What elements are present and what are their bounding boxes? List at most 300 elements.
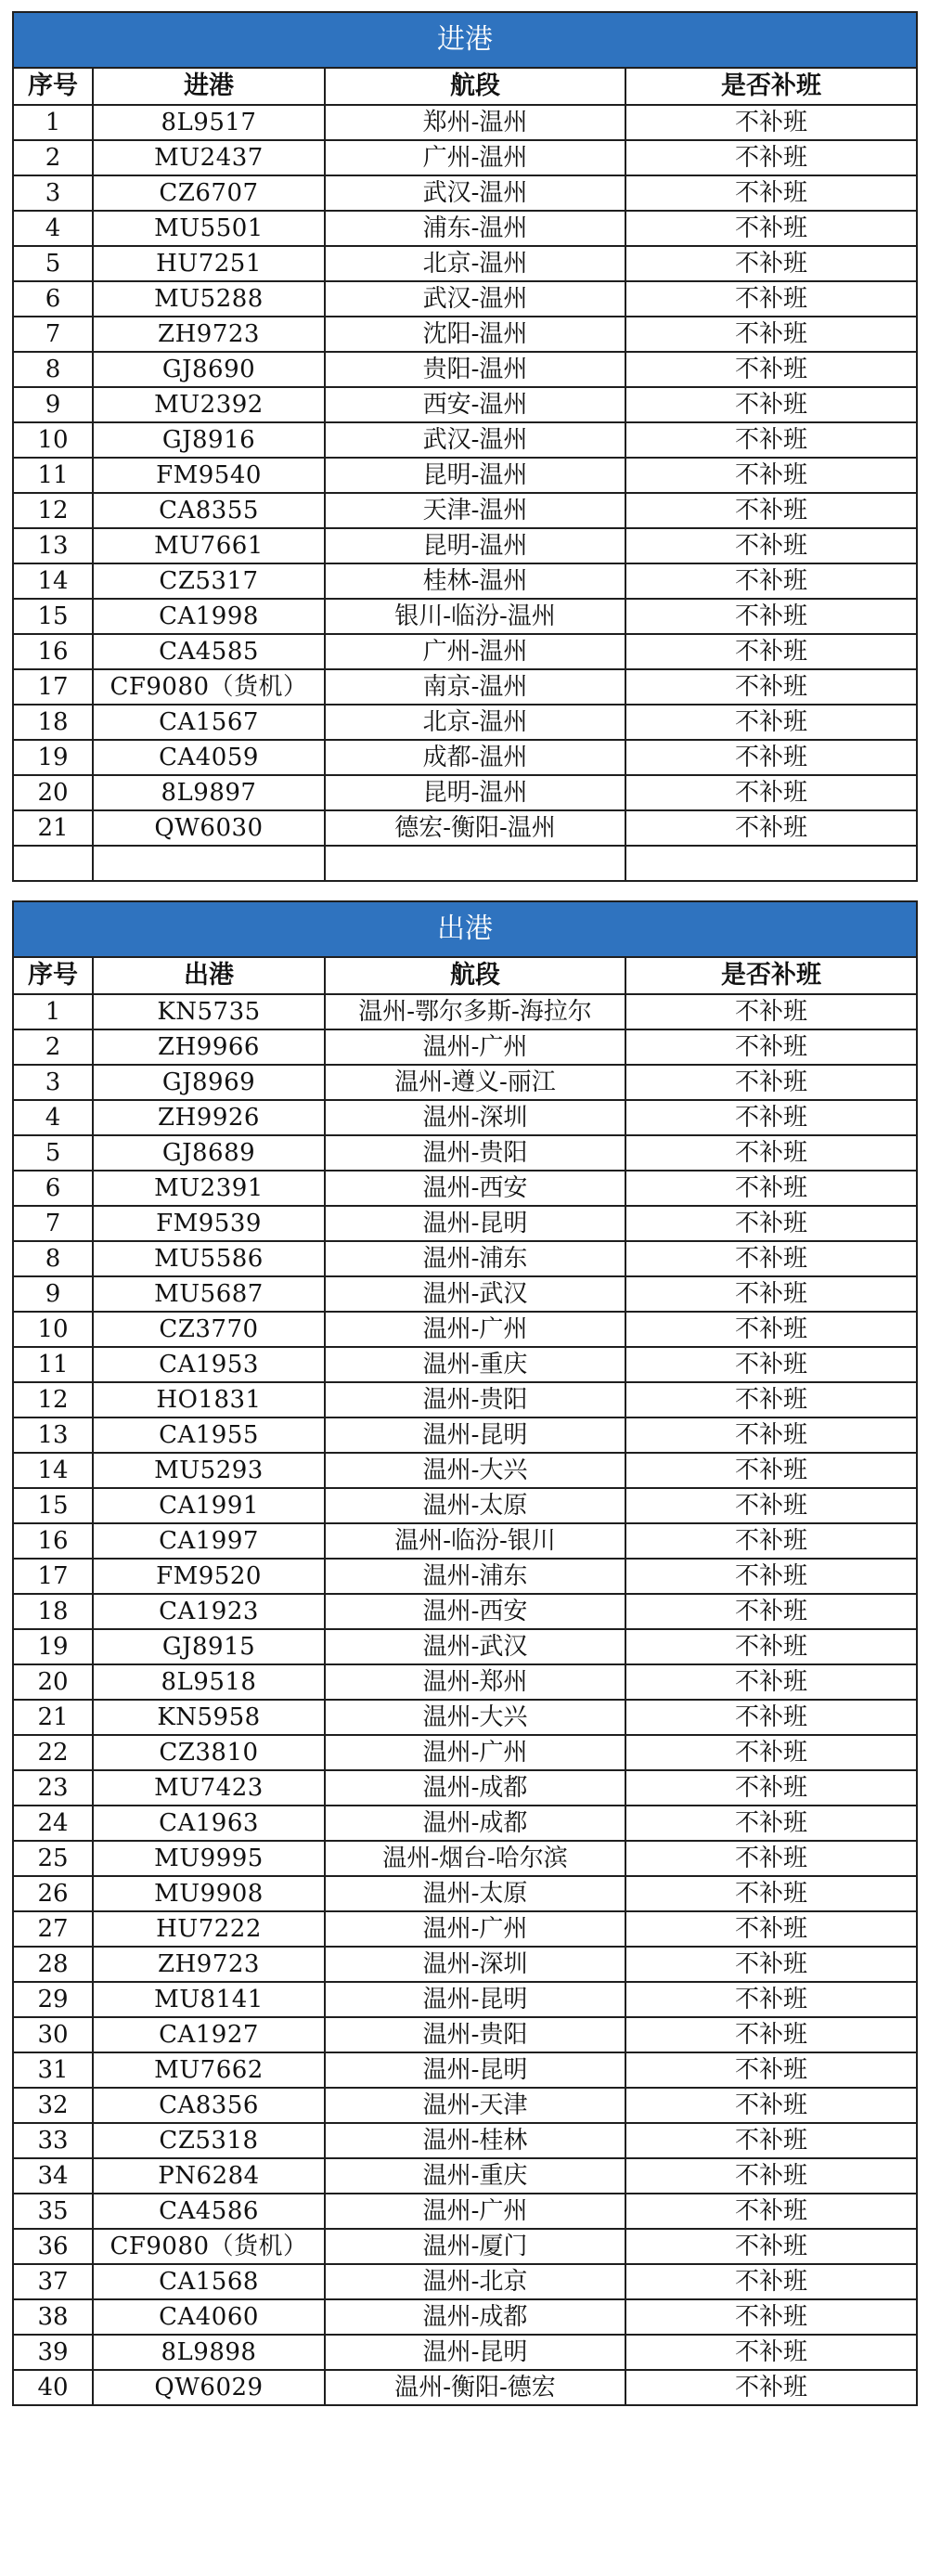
- arrival-row: [13, 175, 917, 211]
- row-index: 24: [13, 1806, 93, 1841]
- flight-number: CZ3770: [93, 1312, 325, 1347]
- flight-number: FM9540: [93, 458, 325, 493]
- departure-row: [13, 1488, 917, 1523]
- col-header-index: 序号: [13, 68, 93, 105]
- departure-row: [13, 2299, 917, 2335]
- flight-number: CZ5317: [93, 563, 325, 599]
- route: 温州-成都: [325, 1770, 625, 1806]
- makeup-status: 不补班: [625, 634, 917, 669]
- makeup-status: 不补班: [625, 1806, 917, 1841]
- row-index: 6: [13, 281, 93, 317]
- blank-cell: [13, 846, 93, 881]
- flight-number: GJ8690: [93, 352, 325, 387]
- departure-row: [13, 1417, 917, 1453]
- makeup-status: 不补班: [625, 705, 917, 740]
- departure-row: [13, 1171, 917, 1206]
- flight-number: CA1568: [93, 2264, 325, 2299]
- route: 沈阳-温州: [325, 317, 625, 352]
- arrival-row: [13, 281, 917, 317]
- route: 温州-武汉: [325, 1276, 625, 1312]
- flight-number: CA1963: [93, 1806, 325, 1841]
- flight-number: MU5288: [93, 281, 325, 317]
- route: 温州-广州: [325, 1735, 625, 1770]
- makeup-status: 不补班: [625, 1523, 917, 1559]
- arrival-row: [13, 458, 917, 493]
- route: 温州-北京: [325, 2264, 625, 2299]
- makeup-status: 不补班: [625, 740, 917, 775]
- flight-number: CA8356: [93, 2088, 325, 2123]
- departure-row: [13, 1241, 917, 1276]
- arrival-row: [13, 140, 917, 175]
- row-index: 34: [13, 2158, 93, 2194]
- row-index: 1: [13, 994, 93, 1029]
- route: 温州-广州: [325, 1029, 625, 1065]
- row-index: 13: [13, 528, 93, 563]
- row-index: 2: [13, 140, 93, 175]
- row-index: 10: [13, 422, 93, 458]
- flight-number: MU5293: [93, 1453, 325, 1488]
- col-header-route: 航段: [325, 957, 625, 994]
- route: 温州-重庆: [325, 2158, 625, 2194]
- row-index: 20: [13, 1664, 93, 1700]
- route: 温州-大兴: [325, 1453, 625, 1488]
- makeup-status: 不补班: [625, 1029, 917, 1065]
- section-spacer: [12, 882, 916, 900]
- makeup-status: 不补班: [625, 1171, 917, 1206]
- departure-row: [13, 1700, 917, 1735]
- row-index: 29: [13, 1982, 93, 2017]
- departure-row: [13, 1382, 917, 1417]
- route: 温州-大兴: [325, 1700, 625, 1735]
- flight-number: QW6030: [93, 810, 325, 846]
- route: 浦东-温州: [325, 211, 625, 246]
- route: 成都-温州: [325, 740, 625, 775]
- makeup-status: 不补班: [625, 1312, 917, 1347]
- row-index: 10: [13, 1312, 93, 1347]
- route: 北京-温州: [325, 705, 625, 740]
- row-index: 7: [13, 317, 93, 352]
- departure-row: [13, 1770, 917, 1806]
- makeup-status: 不补班: [625, 387, 917, 422]
- row-index: 8: [13, 352, 93, 387]
- flight-number: QW6029: [93, 2370, 325, 2405]
- departure-row: [13, 1735, 917, 1770]
- makeup-status: 不补班: [625, 1982, 917, 2017]
- flight-number: CA1997: [93, 1523, 325, 1559]
- row-index: 18: [13, 705, 93, 740]
- departures-header-row: [13, 957, 917, 994]
- route: 温州-桂林: [325, 2123, 625, 2158]
- flight-number: MU5501: [93, 211, 325, 246]
- route: 温州-西安: [325, 1594, 625, 1629]
- row-index: 15: [13, 1488, 93, 1523]
- arrival-row: [13, 810, 917, 846]
- row-index: 8: [13, 1241, 93, 1276]
- route: 天津-温州: [325, 493, 625, 528]
- makeup-status: 不补班: [625, 1276, 917, 1312]
- flight-number: HO1831: [93, 1382, 325, 1417]
- route: 温州-浦东: [325, 1559, 625, 1594]
- makeup-status: 不补班: [625, 140, 917, 175]
- flight-number: HU7222: [93, 1911, 325, 1947]
- row-index: 22: [13, 1735, 93, 1770]
- flight-number: MU8141: [93, 1982, 325, 2017]
- departure-row: [13, 1135, 917, 1171]
- row-index: 17: [13, 669, 93, 705]
- departure-row: [13, 1594, 917, 1629]
- makeup-status: 不补班: [625, 2052, 917, 2088]
- route: 温州-衡阳-德宏: [325, 2370, 625, 2405]
- flight-number: GJ8916: [93, 422, 325, 458]
- makeup-status: 不补班: [625, 1559, 917, 1594]
- flight-number: MU9995: [93, 1841, 325, 1876]
- departure-row: [13, 2052, 917, 2088]
- makeup-status: 不补班: [625, 1876, 917, 1911]
- makeup-status: 不补班: [625, 1841, 917, 1876]
- row-index: 30: [13, 2017, 93, 2052]
- row-index: 33: [13, 2123, 93, 2158]
- makeup-status: 不补班: [625, 1241, 917, 1276]
- row-index: 19: [13, 1629, 93, 1664]
- departure-row: [13, 1029, 917, 1065]
- route: 郑州-温州: [325, 105, 625, 140]
- route: 温州-烟台-哈尔滨: [325, 1841, 625, 1876]
- departure-row: [13, 2264, 917, 2299]
- row-index: 12: [13, 493, 93, 528]
- route: 武汉-温州: [325, 175, 625, 211]
- makeup-status: 不补班: [625, 1100, 917, 1135]
- row-index: 37: [13, 2264, 93, 2299]
- row-index: 20: [13, 775, 93, 810]
- makeup-status: 不补班: [625, 175, 917, 211]
- departure-row: [13, 1523, 917, 1559]
- row-index: 4: [13, 211, 93, 246]
- row-index: 31: [13, 2052, 93, 2088]
- row-index: 1: [13, 105, 93, 140]
- route: 温州-昆明: [325, 1982, 625, 2017]
- col-header-makeup: 是否补班: [625, 68, 917, 105]
- route: 温州-成都: [325, 1806, 625, 1841]
- makeup-status: 不补班: [625, 1770, 917, 1806]
- route: 温州-昆明: [325, 2052, 625, 2088]
- makeup-status: 不补班: [625, 2264, 917, 2299]
- flight-number: MU7423: [93, 1770, 325, 1806]
- route: 德宏-衡阳-温州: [325, 810, 625, 846]
- row-index: 9: [13, 387, 93, 422]
- makeup-status: 不补班: [625, 1382, 917, 1417]
- row-index: 14: [13, 563, 93, 599]
- makeup-status: 不补班: [625, 211, 917, 246]
- route: 温州-贵阳: [325, 1382, 625, 1417]
- arrival-row: [13, 317, 917, 352]
- makeup-status: 不补班: [625, 1135, 917, 1171]
- flight-number: CF9080（货机）: [93, 669, 325, 705]
- arrival-row: [13, 422, 917, 458]
- row-index: 13: [13, 1417, 93, 1453]
- makeup-status: 不补班: [625, 599, 917, 634]
- route: 温州-临汾-银川: [325, 1523, 625, 1559]
- arrivals-title: 进港: [13, 12, 917, 68]
- row-index: 16: [13, 1523, 93, 1559]
- blank-cell: [625, 846, 917, 881]
- flight-number: GJ8689: [93, 1135, 325, 1171]
- flight-schedule: [12, 11, 916, 2406]
- makeup-status: 不补班: [625, 352, 917, 387]
- arrival-row: [13, 211, 917, 246]
- route: 温州-昆明: [325, 1206, 625, 1241]
- route: 广州-温州: [325, 140, 625, 175]
- flight-number: CA1991: [93, 1488, 325, 1523]
- flight-number: MU5586: [93, 1241, 325, 1276]
- flight-number: CA1998: [93, 599, 325, 634]
- flight-number: CA1955: [93, 1417, 325, 1453]
- row-index: 16: [13, 634, 93, 669]
- flight-number: KN5958: [93, 1700, 325, 1735]
- departure-row: [13, 1065, 917, 1100]
- departure-row: [13, 1664, 917, 1700]
- flight-number: GJ8915: [93, 1629, 325, 1664]
- makeup-status: 不补班: [625, 246, 917, 281]
- makeup-status: 不补班: [625, 669, 917, 705]
- flight-number: MU2392: [93, 387, 325, 422]
- makeup-status: 不补班: [625, 810, 917, 846]
- flight-number: CA4059: [93, 740, 325, 775]
- row-index: 3: [13, 1065, 93, 1100]
- arrival-row: [13, 775, 917, 810]
- flight-number: 8L9518: [93, 1664, 325, 1700]
- flight-number: CA4060: [93, 2299, 325, 2335]
- flight-number: 8L9517: [93, 105, 325, 140]
- col-header-index: 序号: [13, 957, 93, 994]
- makeup-status: 不补班: [625, 1488, 917, 1523]
- route: 温州-深圳: [325, 1947, 625, 1982]
- row-index: 6: [13, 1171, 93, 1206]
- route: 温州-浦东: [325, 1241, 625, 1276]
- departure-row: [13, 1841, 917, 1876]
- departures-section: [13, 901, 917, 2405]
- arrivals-header-row: [13, 68, 917, 105]
- row-index: 23: [13, 1770, 93, 1806]
- arrival-row: [13, 563, 917, 599]
- makeup-status: 不补班: [625, 1700, 917, 1735]
- makeup-status: 不补班: [625, 2194, 917, 2229]
- flight-number: MU7661: [93, 528, 325, 563]
- arrival-row: [13, 528, 917, 563]
- departure-row: [13, 2017, 917, 2052]
- route: 银川-临汾-温州: [325, 599, 625, 634]
- departure-row: [13, 2123, 917, 2158]
- makeup-status: 不补班: [625, 2017, 917, 2052]
- flight-number: MU2391: [93, 1171, 325, 1206]
- row-index: 9: [13, 1276, 93, 1312]
- flight-number: CA1923: [93, 1594, 325, 1629]
- col-header-flight: 出港: [93, 957, 325, 994]
- makeup-status: 不补班: [625, 563, 917, 599]
- arrival-row: [13, 387, 917, 422]
- makeup-status: 不补班: [625, 1594, 917, 1629]
- route: 温州-武汉: [325, 1629, 625, 1664]
- route: 广州-温州: [325, 634, 625, 669]
- departures-title-row: [13, 901, 917, 957]
- route: 武汉-温州: [325, 422, 625, 458]
- row-index: 27: [13, 1911, 93, 1947]
- departure-row: [13, 1312, 917, 1347]
- row-index: 4: [13, 1100, 93, 1135]
- route: 昆明-温州: [325, 528, 625, 563]
- route: 温州-广州: [325, 2194, 625, 2229]
- blank-row: [13, 846, 917, 881]
- flight-number: CF9080（货机）: [93, 2229, 325, 2264]
- row-index: 28: [13, 1947, 93, 1982]
- route: 温州-天津: [325, 2088, 625, 2123]
- row-index: 2: [13, 1029, 93, 1065]
- route: 温州-昆明: [325, 1417, 625, 1453]
- makeup-status: 不补班: [625, 2335, 917, 2370]
- route: 温州-重庆: [325, 1347, 625, 1382]
- makeup-status: 不补班: [625, 1947, 917, 1982]
- flight-number: ZH9966: [93, 1029, 325, 1065]
- row-index: 35: [13, 2194, 93, 2229]
- departures-table: [12, 900, 918, 2406]
- route: 昆明-温州: [325, 458, 625, 493]
- departure-row: [13, 1347, 917, 1382]
- departure-row: [13, 1559, 917, 1594]
- flight-number: MU2437: [93, 140, 325, 175]
- route: 南京-温州: [325, 669, 625, 705]
- route: 温州-郑州: [325, 1664, 625, 1700]
- departure-row: [13, 1629, 917, 1664]
- makeup-status: 不补班: [625, 1735, 917, 1770]
- makeup-status: 不补班: [625, 2370, 917, 2405]
- row-index: 18: [13, 1594, 93, 1629]
- row-index: 11: [13, 1347, 93, 1382]
- makeup-status: 不补班: [625, 775, 917, 810]
- col-header-route: 航段: [325, 68, 625, 105]
- blank-cell: [325, 846, 625, 881]
- blank-cell: [93, 846, 325, 881]
- row-index: 32: [13, 2088, 93, 2123]
- makeup-status: 不补班: [625, 1417, 917, 1453]
- route: 西安-温州: [325, 387, 625, 422]
- makeup-status: 不补班: [625, 528, 917, 563]
- row-index: 21: [13, 1700, 93, 1735]
- departure-row: [13, 994, 917, 1029]
- arrivals-title-row: [13, 12, 917, 68]
- makeup-status: 不补班: [625, 458, 917, 493]
- row-index: 19: [13, 740, 93, 775]
- row-index: 40: [13, 2370, 93, 2405]
- makeup-status: 不补班: [625, 2123, 917, 2158]
- makeup-status: 不补班: [625, 317, 917, 352]
- flight-number: CA1953: [93, 1347, 325, 1382]
- makeup-status: 不补班: [625, 994, 917, 1029]
- route: 温州-广州: [325, 1911, 625, 1947]
- departure-row: [13, 1876, 917, 1911]
- arrivals-section: [13, 12, 917, 846]
- departures-title: 出港: [13, 901, 917, 957]
- makeup-status: 不补班: [625, 2158, 917, 2194]
- flight-number: ZH9723: [93, 317, 325, 352]
- flight-number: 8L9898: [93, 2335, 325, 2370]
- arrival-row: [13, 105, 917, 140]
- flight-number: HU7251: [93, 246, 325, 281]
- flight-number: FM9520: [93, 1559, 325, 1594]
- route: 温州-深圳: [325, 1100, 625, 1135]
- row-index: 12: [13, 1382, 93, 1417]
- arrival-row: [13, 705, 917, 740]
- route: 温州-昆明: [325, 2335, 625, 2370]
- route: 温州-广州: [325, 1312, 625, 1347]
- row-index: 15: [13, 599, 93, 634]
- schedule-table: [12, 11, 918, 882]
- departure-row: [13, 1806, 917, 1841]
- departure-row: [13, 1100, 917, 1135]
- makeup-status: 不补班: [625, 2229, 917, 2264]
- arrival-row: [13, 246, 917, 281]
- departure-row: [13, 2158, 917, 2194]
- flight-number: FM9539: [93, 1206, 325, 1241]
- flight-number: GJ8969: [93, 1065, 325, 1100]
- departure-row: [13, 1911, 917, 1947]
- row-index: 25: [13, 1841, 93, 1876]
- departure-row: [13, 1982, 917, 2017]
- arrival-row: [13, 669, 917, 705]
- departure-row: [13, 2335, 917, 2370]
- arrival-row: [13, 352, 917, 387]
- flight-number: CA4585: [93, 634, 325, 669]
- departure-row: [13, 2370, 917, 2405]
- route: 温州-贵阳: [325, 2017, 625, 2052]
- route: 北京-温州: [325, 246, 625, 281]
- departure-row: [13, 2194, 917, 2229]
- row-index: 7: [13, 1206, 93, 1241]
- row-index: 11: [13, 458, 93, 493]
- makeup-status: 不补班: [625, 1065, 917, 1100]
- row-index: 3: [13, 175, 93, 211]
- arrival-row: [13, 493, 917, 528]
- makeup-status: 不补班: [625, 1664, 917, 1700]
- arrival-row: [13, 634, 917, 669]
- departure-row: [13, 2088, 917, 2123]
- route: 温州-太原: [325, 1876, 625, 1911]
- flight-number: CA1567: [93, 705, 325, 740]
- route: 温州-太原: [325, 1488, 625, 1523]
- route: 温州-厦门: [325, 2229, 625, 2264]
- route: 武汉-温州: [325, 281, 625, 317]
- departure-row: [13, 1947, 917, 1982]
- flight-number: MU9908: [93, 1876, 325, 1911]
- route: 温州-遵义-丽江: [325, 1065, 625, 1100]
- row-index: 5: [13, 246, 93, 281]
- route: 昆明-温州: [325, 775, 625, 810]
- flight-number: KN5735: [93, 994, 325, 1029]
- departure-row: [13, 1206, 917, 1241]
- route: 温州-贵阳: [325, 1135, 625, 1171]
- row-index: 38: [13, 2299, 93, 2335]
- flight-number: ZH9723: [93, 1947, 325, 1982]
- makeup-status: 不补班: [625, 1347, 917, 1382]
- makeup-status: 不补班: [625, 422, 917, 458]
- departure-row: [13, 2229, 917, 2264]
- makeup-status: 不补班: [625, 1911, 917, 1947]
- makeup-status: 不补班: [625, 1206, 917, 1241]
- row-index: 26: [13, 1876, 93, 1911]
- route: 贵阳-温州: [325, 352, 625, 387]
- departure-row: [13, 1276, 917, 1312]
- flight-number: MU5687: [93, 1276, 325, 1312]
- makeup-status: 不补班: [625, 1453, 917, 1488]
- route: 温州-西安: [325, 1171, 625, 1206]
